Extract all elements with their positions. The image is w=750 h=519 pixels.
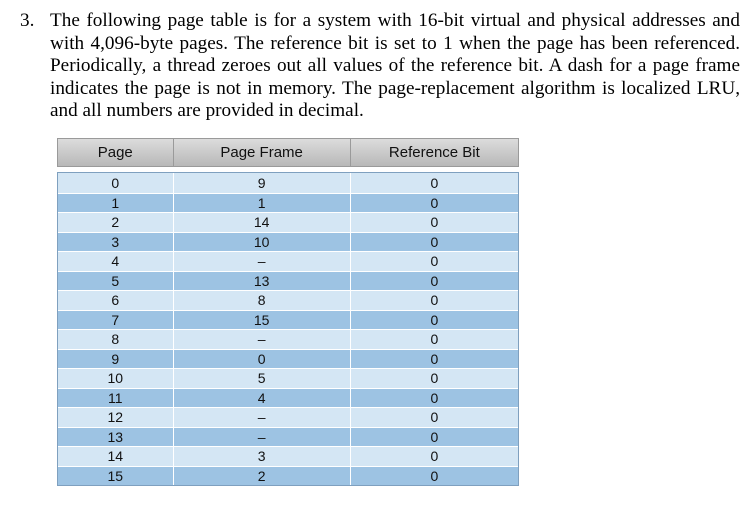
reference-bit-cell: 0 <box>350 252 518 271</box>
page-frame-cell: 13 <box>173 272 350 291</box>
question-text: The following page table is for a system with 16-bit virtual and physical addresses and with 4,096-byte pages. The reference bit is set to 1 when the page has been referenced. Periodically, a thread zeroes out all values of the reference bit. A dash for a page frame indicates the page is not in memory. The page-replacement algorithm is localized LRU, and all numbers are provided in decimal. <box>50 10 740 121</box>
page-frame-cell: 8 <box>173 291 350 310</box>
page-cell: 3 <box>58 233 173 252</box>
page-frame-cell: 1 <box>173 194 350 213</box>
table-row <box>58 290 518 310</box>
reference-bit-cell: 0 <box>350 213 518 232</box>
table-row <box>58 212 518 232</box>
page-cell: 5 <box>58 272 173 291</box>
header-reference-bit: Reference Bit <box>350 139 518 166</box>
reference-bit-cell: 0 <box>350 369 518 388</box>
reference-bit-cell: 0 <box>350 194 518 213</box>
table-row <box>58 310 518 330</box>
page-frame-cell: 4 <box>173 389 350 408</box>
page-cell: 2 <box>58 213 173 232</box>
page-frame-cell: 5 <box>173 369 350 388</box>
table-row <box>58 329 518 349</box>
page-cell: 12 <box>58 408 173 427</box>
page-frame-cell: 10 <box>173 233 350 252</box>
page-cell: 9 <box>58 350 173 369</box>
reference-bit-cell: 0 <box>350 428 518 447</box>
page-cell: 4 <box>58 252 173 271</box>
header-page-frame: Page Frame <box>173 139 350 166</box>
reference-bit-cell: 0 <box>350 350 518 369</box>
table-row <box>58 407 518 427</box>
table-row <box>58 446 518 466</box>
page-cell: 11 <box>58 389 173 408</box>
page-frame-cell: 3 <box>173 447 350 466</box>
page-table-header <box>57 138 519 167</box>
reference-bit-cell: 0 <box>350 311 518 330</box>
page-cell: 7 <box>58 311 173 330</box>
table-row <box>58 173 518 193</box>
table-row <box>58 466 518 486</box>
table-row <box>58 368 518 388</box>
page-table-body <box>57 172 519 486</box>
table-row <box>58 251 518 271</box>
page-frame-cell: 0 <box>173 350 350 369</box>
reference-bit-cell: 0 <box>350 291 518 310</box>
reference-bit-cell: 0 <box>350 389 518 408</box>
page-frame-cell: – <box>173 428 350 447</box>
page-cell: 8 <box>58 330 173 349</box>
page-frame-cell: – <box>173 408 350 427</box>
question-number: 3. <box>20 10 35 31</box>
page-frame-cell: – <box>173 252 350 271</box>
reference-bit-cell: 0 <box>350 408 518 427</box>
table-row <box>58 271 518 291</box>
reference-bit-cell: 0 <box>350 467 518 486</box>
page-cell: 0 <box>58 173 173 193</box>
page-frame-cell: – <box>173 330 350 349</box>
reference-bit-cell: 0 <box>350 272 518 291</box>
reference-bit-cell: 0 <box>350 233 518 252</box>
page-cell: 10 <box>58 369 173 388</box>
question-block <box>20 10 740 123</box>
reference-bit-cell: 0 <box>350 173 518 193</box>
page-cell: 13 <box>58 428 173 447</box>
page-cell: 1 <box>58 194 173 213</box>
table-row <box>58 193 518 213</box>
table-row <box>58 349 518 369</box>
page-frame-cell: 9 <box>173 173 350 193</box>
header-page: Page <box>97 144 133 161</box>
reference-bit-cell: 0 <box>350 330 518 349</box>
table-row <box>58 427 518 447</box>
page-cell: 15 <box>58 467 173 486</box>
table-row <box>58 388 518 408</box>
page-frame-cell: 15 <box>173 311 350 330</box>
table-row <box>58 232 518 252</box>
page-frame-cell: 2 <box>173 467 350 486</box>
page-cell: 14 <box>58 447 173 466</box>
page-cell: 6 <box>58 291 173 310</box>
reference-bit-cell: 0 <box>350 447 518 466</box>
page-frame-cell: 14 <box>173 213 350 232</box>
